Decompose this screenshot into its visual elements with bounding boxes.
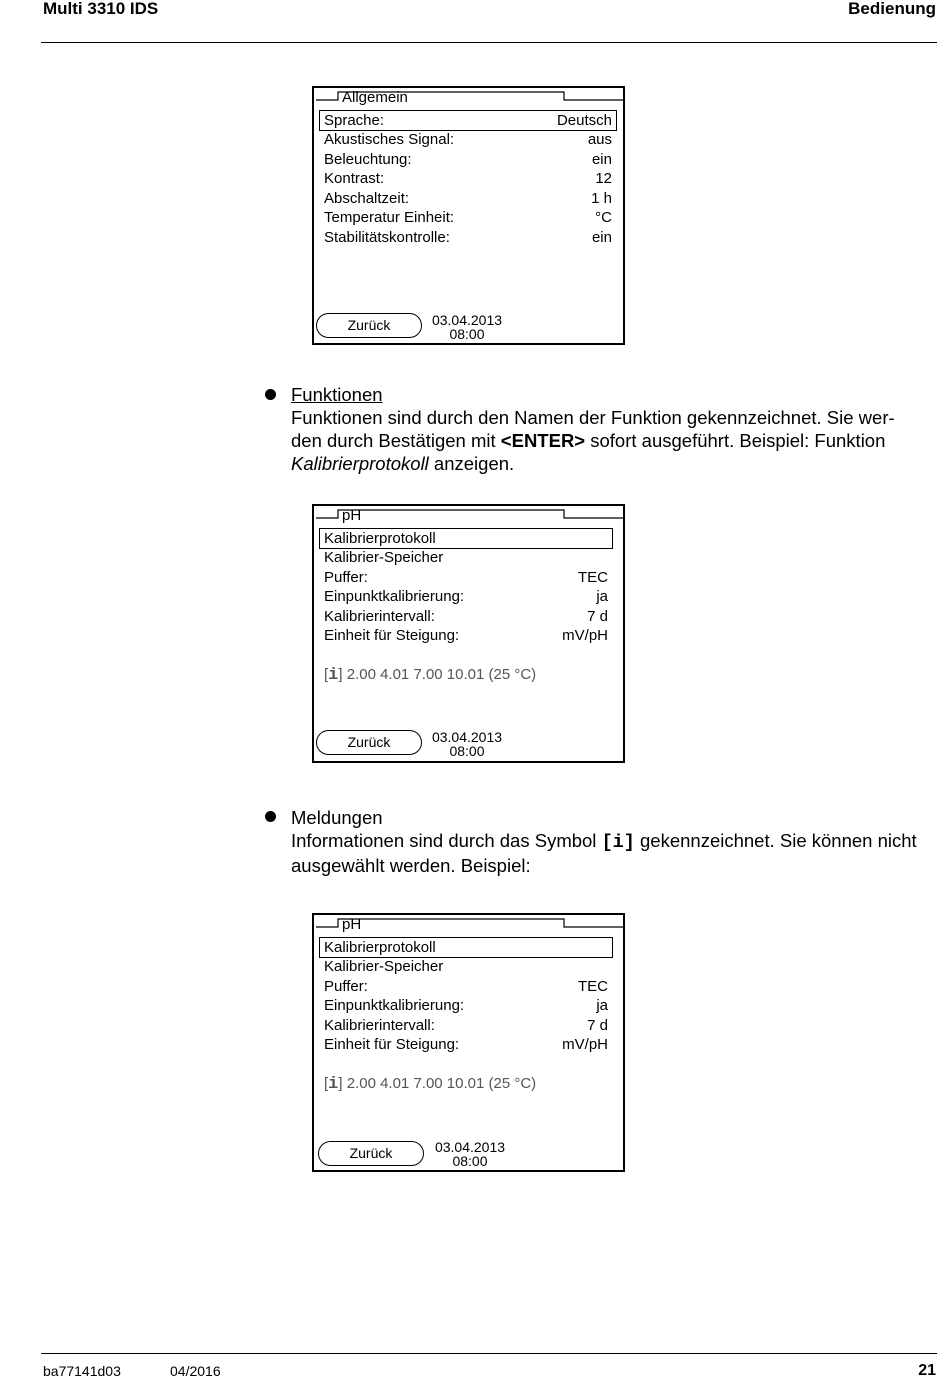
body-line: Funktionen sind durch den Namen der Funktion gekennzeichnet. Sie wer- — [291, 407, 895, 428]
setting-row-shutoff-time[interactable] — [324, 189, 612, 208]
menu-row-calibration-interval[interactable] — [324, 1016, 608, 1035]
datetime — [430, 1140, 510, 1168]
section-title-funktionen: Funktionen — [291, 384, 383, 405]
setting-label: Kontrast: — [324, 170, 385, 187]
section-body-funktionen — [291, 406, 931, 475]
screen-ph-functions — [312, 504, 625, 763]
menu-value: ja — [596, 997, 608, 1014]
back-button[interactable]: Zurück — [316, 730, 422, 755]
menu-row-slope-unit[interactable] — [324, 1035, 608, 1054]
screen-title: pH — [342, 916, 362, 933]
body-text: den durch Bestätigen mit — [291, 430, 501, 451]
menu-label: Puffer: — [324, 569, 368, 586]
setting-row-language[interactable] — [324, 111, 612, 130]
setting-value: 12 — [595, 170, 612, 187]
info-bracket: [ — [324, 1075, 329, 1092]
setting-label: Abschaltzeit: — [324, 190, 410, 207]
setting-row-acoustic-signal[interactable] — [324, 130, 612, 149]
info-text: 2.00 4.01 7.00 10.01 (25 °C) — [342, 666, 537, 683]
menu-row-calibration-record[interactable] — [324, 529, 608, 548]
menu-row-buffer[interactable] — [324, 568, 608, 587]
back-button[interactable]: Zurück — [316, 313, 422, 338]
screen-title: Allgemein — [342, 89, 408, 106]
setting-value: 1 h — [591, 190, 612, 207]
section-title-meldungen: Meldungen — [291, 807, 383, 828]
footer-date: 04/2016 — [170, 1363, 221, 1379]
menu-value: 7 d — [587, 1017, 608, 1034]
menu-label: Kalibrier-Speicher — [324, 549, 444, 566]
setting-label: Akustisches Signal: — [324, 131, 455, 148]
setting-label: Temperatur Einheit: — [324, 209, 455, 226]
menu-row-calibration-memory[interactable] — [324, 548, 608, 567]
info-message — [324, 665, 536, 685]
setting-value: ein — [591, 151, 612, 168]
menu-row-calibration-interval[interactable] — [324, 607, 608, 626]
info-bracket: ] — [338, 666, 343, 683]
footer-rule — [41, 1353, 937, 1354]
setting-row-contrast[interactable] — [324, 169, 612, 188]
setting-value: ein — [591, 229, 612, 246]
menu-row-slope-unit[interactable] — [324, 626, 608, 645]
menu-label: Kalibrierintervall: — [324, 608, 435, 625]
time-text: 08:00 — [449, 743, 485, 759]
tab-frame-line — [316, 508, 623, 522]
screen-title: pH — [342, 507, 362, 524]
info-bracket: [ — [324, 666, 329, 683]
menu-value: TEC — [578, 569, 608, 586]
menu-value: ja — [596, 588, 608, 605]
page-number: 21 — [918, 1362, 936, 1379]
screen-allgemein — [312, 86, 625, 345]
body-text: anzeigen. — [428, 453, 515, 474]
datetime — [427, 730, 507, 758]
header-section-title: Bedienung — [848, 0, 936, 18]
menu-label: Kalibrierprotokoll — [324, 939, 436, 956]
info-icon: i — [328, 1075, 339, 1094]
body-text: Informationen sind durch das Symbol — [291, 830, 602, 851]
body-line: ausgewählt werden. Beispiel: — [291, 855, 531, 876]
menu-label: Puffer: — [324, 978, 368, 995]
date-text: 03.04.2013 — [434, 1139, 506, 1155]
date-text: 03.04.2013 — [431, 312, 503, 328]
menu-label: Kalibrierprotokoll — [324, 530, 436, 547]
menu-row-single-point-calibration[interactable] — [324, 996, 608, 1015]
setting-value: Deutsch — [556, 112, 612, 129]
setting-row-illumination[interactable] — [324, 150, 612, 169]
menu-label: Einpunktkalibrierung: — [324, 588, 465, 605]
info-text: 2.00 4.01 7.00 10.01 (25 °C) — [342, 1075, 537, 1092]
back-button[interactable]: Zurück — [318, 1141, 424, 1166]
footer-doc-number: ba77141d03 — [43, 1363, 121, 1379]
body-text: sofort ausgeführt. Beispiel: Funktion — [585, 430, 886, 451]
header-doc-title: Multi 3310 IDS — [43, 0, 159, 18]
datetime — [427, 313, 507, 341]
menu-value: TEC — [578, 978, 608, 995]
setting-row-temperature-unit[interactable] — [324, 208, 612, 227]
menu-row-buffer[interactable] — [324, 977, 608, 996]
menu-label: Kalibrierintervall: — [324, 1017, 435, 1034]
section-body-meldungen — [291, 829, 931, 877]
body-line — [291, 829, 931, 854]
time-text: 08:00 — [452, 1153, 488, 1169]
bullet-dot — [265, 811, 276, 822]
screen-ph-messages — [312, 913, 625, 1172]
header-rule — [41, 42, 937, 43]
setting-value: aus — [587, 131, 612, 148]
body-line — [291, 452, 931, 475]
info-bracket: ] — [338, 1075, 343, 1092]
menu-row-single-point-calibration[interactable] — [324, 587, 608, 606]
menu-label: Einheit für Steigung: — [324, 627, 460, 644]
menu-row-calibration-record[interactable] — [324, 938, 608, 957]
tab-frame-line — [316, 917, 623, 931]
setting-label: Sprache: — [324, 112, 385, 129]
body-line — [291, 429, 931, 452]
menu-value: mV/pH — [562, 1036, 608, 1053]
menu-value: mV/pH — [562, 627, 608, 644]
function-name: Kalibrierprotokoll — [291, 453, 429, 474]
info-icon: i — [328, 666, 339, 685]
info-symbol: [i] — [601, 832, 635, 853]
setting-label: Stabilitätskontrolle: — [324, 229, 450, 246]
menu-value: 7 d — [587, 608, 608, 625]
date-text: 03.04.2013 — [431, 729, 503, 745]
time-text: 08:00 — [449, 326, 485, 342]
bullet-dot — [265, 389, 276, 400]
setting-value: °C — [595, 209, 612, 226]
enter-key-label: <ENTER> — [500, 430, 586, 451]
menu-label: Einpunktkalibrierung: — [324, 997, 465, 1014]
info-message — [324, 1074, 536, 1094]
menu-label: Einheit für Steigung: — [324, 1036, 460, 1053]
menu-label: Kalibrier-Speicher — [324, 958, 444, 975]
setting-row-stability-control[interactable] — [324, 228, 612, 247]
menu-row-calibration-memory[interactable] — [324, 957, 608, 976]
setting-label: Beleuchtung: — [324, 151, 412, 168]
body-text: gekennzeichnet. Sie können nicht — [634, 830, 917, 851]
